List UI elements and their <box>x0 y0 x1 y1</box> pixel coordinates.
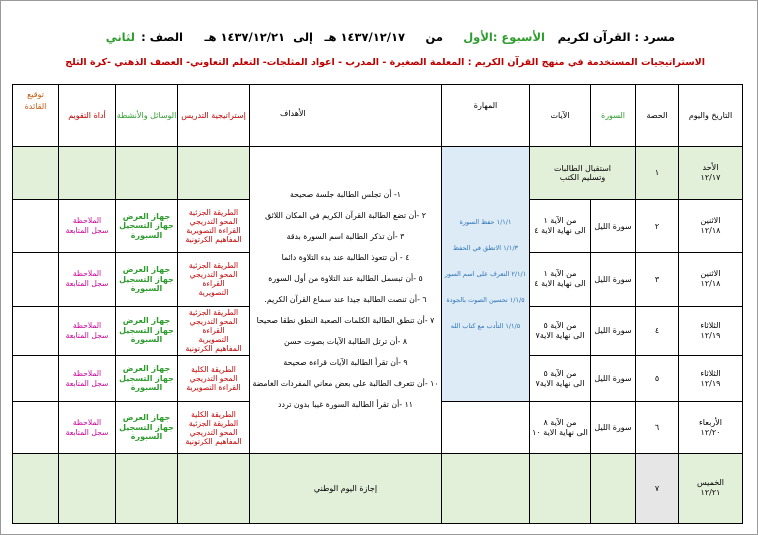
row5-signature <box>13 355 59 402</box>
ayat-line: الى نهاية الاية ٤ <box>534 226 586 236</box>
day-date: ١٢/١٩ <box>700 378 721 388</box>
goal-item: ٣ -أن تذكر الطالبة اسم السورة بدقة <box>286 232 405 242</box>
row2-day <box>679 200 743 253</box>
day-date: ١٢/١٧ <box>700 172 721 182</box>
strategy-line: القراءة التصويرية <box>186 226 241 236</box>
day-date: ١٢/٢١ <box>700 488 721 498</box>
strategy-line: الطريقة الجزئية <box>188 308 239 318</box>
row3-day <box>679 253 743 306</box>
row2-lesson: ٢ <box>636 200 679 253</box>
day-date: ١٢/١٨ <box>700 226 721 236</box>
tools-line: جهاز التسجيل <box>119 274 174 284</box>
tools-line: جهاز العرض <box>122 316 171 326</box>
tools-line: السبورة <box>130 284 163 294</box>
day-name: الأربعاء <box>699 417 722 427</box>
goal-item: ٧ -أن تنطق الطالبة الكلمات الصعبة النطق نطقا صحيحا <box>256 316 435 326</box>
row6-sura: سورة الليل <box>591 402 636 453</box>
eval-line: الملاحظة <box>72 269 102 279</box>
strategy-line: الطريقة الجزئية <box>188 261 239 271</box>
week-label: الأسبوع :الأول <box>463 30 545 44</box>
day-name: الاثنين <box>700 269 721 279</box>
col-tools: الوسائل والأنشطة <box>116 85 178 147</box>
eval-line: الملاحظة <box>72 216 102 226</box>
skill-item: ١/١/١ حفظ السورة <box>459 218 512 227</box>
row2-strategy <box>178 200 250 253</box>
row3-sura: سورة الليل <box>591 253 636 306</box>
weekly-plan-table <box>12 84 743 524</box>
tools-line: جهاز التسجيل <box>119 422 174 432</box>
row7-sura <box>591 453 636 523</box>
row5-evaluation <box>59 355 116 402</box>
row3-ayat <box>530 253 591 306</box>
from-date: ١٤٣٧/١٢/١٧ هـ <box>324 30 405 44</box>
row7-tools <box>116 453 178 523</box>
eval-line: سجل المتابعة <box>65 330 109 340</box>
strategy-line: المفاهيم الكرتونية <box>185 344 242 354</box>
goal-item: ٢ -أن تضع الطالبة القرآن الكريم في المكان اللائق <box>265 211 426 221</box>
row5-lesson: ٥ <box>636 355 679 402</box>
row6-skill <box>442 402 530 453</box>
row2-ayat <box>530 200 591 253</box>
ayat-line: الى نهاية الاية٧ <box>535 330 585 340</box>
ayat-line: الى نهاية الاية ١٠ <box>532 427 588 437</box>
from-label: من <box>425 30 443 44</box>
row7-skill <box>442 453 530 523</box>
goal-item: ١١ -أن تقرأ الطالبة السورة غيبا بدون تردد <box>278 400 413 410</box>
col-signature <box>13 85 59 147</box>
col-goals: الأهداف <box>250 85 442 147</box>
day-date: ١٢/٢٠ <box>700 427 721 437</box>
row6-lesson: ٦ <box>636 402 679 453</box>
row1-signature <box>13 146 59 199</box>
eval-line: سجل المتابعة <box>65 427 109 437</box>
tools-line: جهاز التسجيل <box>119 325 174 335</box>
tools-line: جهاز العرض <box>122 211 171 221</box>
day-name: الأحد <box>702 162 719 172</box>
strategy-line: الطريقة الكلية <box>191 409 236 419</box>
eval-line: سجل المتابعة <box>65 226 109 236</box>
ayat-line: من الآية ٨ <box>543 417 577 427</box>
tools-line: السبورة <box>130 383 163 393</box>
day-date: ١٢/١٩ <box>700 330 721 340</box>
row4-tools <box>116 306 178 355</box>
row3-strategy <box>178 253 250 306</box>
row1-tools <box>116 146 178 199</box>
strategy-line: المحو التدريجي <box>189 217 238 227</box>
skill-item: ١/١/٥ تحسين الصوت بالجودة <box>446 296 525 305</box>
goal-item: ٤ - أن تتعوذ الطالبة عند بدء التلاوة دائما <box>281 253 410 263</box>
row1-day <box>679 146 743 199</box>
tools-line: جهاز التسجيل <box>119 373 174 383</box>
day-name: الثلاثاء <box>700 368 721 378</box>
table-row <box>13 453 743 523</box>
row2-signature <box>13 200 59 253</box>
row4-ayat <box>530 306 591 355</box>
row6-ayat <box>530 402 591 453</box>
goal-item: ٩ -أن تقرأ الطالبة الآيات قراءة صحيحة <box>283 358 408 368</box>
ayat-line: الى نهاية الاية٧ <box>535 378 585 388</box>
col-sura: السورة <box>591 85 636 147</box>
lesson-text-line: وتسليم الكتب <box>559 172 606 182</box>
ayat-line: الى نهاية الاية ٤ <box>534 279 586 289</box>
row5-tools <box>116 355 178 402</box>
row5-sura: سورة الليل <box>591 355 636 402</box>
skill-item: ١/١/٣ الاتطق في الحفظ <box>452 244 519 253</box>
ayat-line: من الآية ٥ <box>543 320 577 330</box>
goal-item: ١٠ -أن تتعرف الطالبة على بعض معاني المفردات الغامضة <box>252 379 439 389</box>
eval-line: الملاحظة <box>72 368 102 378</box>
strategy-line: القراءة التصويرية <box>186 383 241 393</box>
skill-item: ١/١/٥ التأدب مع كتاب الله <box>450 322 521 331</box>
tools-line: جهاز العرض <box>122 265 171 275</box>
tools-line: جهاز العرض <box>122 364 171 374</box>
goals-cell <box>250 146 442 453</box>
row2-evaluation <box>59 200 116 253</box>
skill-item: ٢/١/١ التعرف على اسم السور <box>444 270 527 279</box>
col-teaching-strategy: إستراتيجية التدريس <box>178 85 250 147</box>
document-header <box>95 30 675 52</box>
tools-line: السبورة <box>130 335 163 345</box>
row2-sura: سورة الليل <box>591 200 636 253</box>
day-date: ١٢/١٨ <box>700 279 721 289</box>
lesson-text-line: استقبال الطالبات <box>553 163 612 173</box>
route-label: مسرد : القرآن لكريم <box>557 30 675 44</box>
grade-label: الصف : <box>141 30 183 44</box>
col-evaluation: أداة التقويم <box>59 85 116 147</box>
row4-sura: سورة الليل <box>591 306 636 355</box>
row7-strategy <box>178 453 250 523</box>
table-header-row <box>13 85 743 147</box>
strategy-line: المحو التدريجي القراءة <box>189 270 238 289</box>
tools-line: جهاز العرض <box>122 413 171 423</box>
to-date: ١٤٣٧/١٢/٢١ هـ <box>204 30 285 44</box>
strategy-line: الطريقة الجزئية <box>188 208 239 218</box>
eval-line: سجل المتابعة <box>65 378 109 388</box>
day-name: الخميس <box>696 478 725 488</box>
eval-line: الملاحظة <box>72 320 102 330</box>
strategy-line: المحو التدريجي القراءة <box>189 317 238 336</box>
row2-tools <box>116 200 178 253</box>
strategy-line: الطريقة الكلية <box>191 365 236 375</box>
col-day-date: التاريخ واليوم <box>679 85 743 147</box>
strategy-line: التصويرية <box>198 288 229 298</box>
day-name: الثلاثاء <box>700 320 721 330</box>
ayat-line: من الآية ٥ <box>543 368 577 378</box>
ayat-line: من الآية ١ <box>543 216 577 226</box>
row7-signature <box>13 453 59 523</box>
day-name: الاثنين <box>700 216 721 226</box>
strategy-line: المفاهيم الكرتونية <box>185 436 242 446</box>
grade-value: لثاني <box>105 30 135 44</box>
eval-line: سجل المتابعة <box>65 279 109 289</box>
strategy-line: المفاهيم الكرتونية <box>185 235 242 245</box>
eval-line: الملاحظة <box>72 417 102 427</box>
to-label: إلى <box>293 30 313 44</box>
row6-evaluation <box>59 402 116 453</box>
row4-lesson: ٤ <box>636 306 679 355</box>
goal-item: ٨ -أن ترتل الطالبة الآيات بصوت حسن <box>283 337 408 347</box>
row7-goals: إجازة اليوم الوطني <box>250 453 442 523</box>
row1-strategy <box>178 146 250 199</box>
tools-line: السبورة <box>130 230 163 240</box>
row4-strategy <box>178 306 250 355</box>
strategy-line: المحو التدريجي <box>189 374 238 384</box>
row6-tools <box>116 402 178 453</box>
row3-lesson: ٣ <box>636 253 679 306</box>
row7-day <box>679 453 743 523</box>
row1-lesson-text <box>530 146 636 199</box>
col-lesson: الحصة <box>636 85 679 147</box>
strategy-line: المحو التدريجي <box>189 427 238 437</box>
ayat-line: من الآية ١ <box>543 269 577 279</box>
tools-line: السبورة <box>130 432 163 442</box>
row3-evaluation <box>59 253 116 306</box>
row1-evaluation <box>59 146 116 199</box>
row4-evaluation <box>59 306 116 355</box>
row3-signature <box>13 253 59 306</box>
table-row <box>13 146 743 199</box>
row4-signature <box>13 306 59 355</box>
row7-ayat <box>530 453 591 523</box>
row5-strategy <box>178 355 250 402</box>
row5-ayat <box>530 355 591 402</box>
row5-day <box>679 355 743 402</box>
goal-item: ٥ -أن تبسمل الطالبة عند التلاوة من أول السورة <box>268 274 423 284</box>
strategy-line: الطريقة الجزئية <box>188 418 239 428</box>
col-signature-line-2: القائدة <box>24 102 47 111</box>
row4-day <box>679 306 743 355</box>
row6-signature <box>13 402 59 453</box>
row1-lesson: ١ <box>636 146 679 199</box>
skills-cell <box>442 146 530 402</box>
row3-tools <box>116 253 178 306</box>
goal-item: ٦ -أن تنصت الطالبة جيدا عند سماع القرآن الكريم. <box>264 295 427 305</box>
tools-line: جهاز التسجيل <box>119 221 174 231</box>
col-signature-line-1: توقيع <box>27 90 44 99</box>
goal-item: ١- أن تجلس الطالبة جلسة صحيحة <box>289 190 401 200</box>
row6-strategy <box>178 402 250 453</box>
row7-lesson: ٧ <box>636 453 679 523</box>
row6-day <box>679 402 743 453</box>
col-ayat: الآيات <box>530 85 591 147</box>
strategy-line: التصويرية <box>198 335 229 345</box>
col-skill: المهارة <box>442 85 530 147</box>
strategies-line: الاستراتيجيات المستخدمة في منهج القرآن الكريم : المعلمة الصغيرة - المدرب - اعواد المثلجات- التعلم التعاوني- العصف الذهني -كرة الثلج <box>65 57 705 68</box>
row7-evaluation <box>59 453 116 523</box>
